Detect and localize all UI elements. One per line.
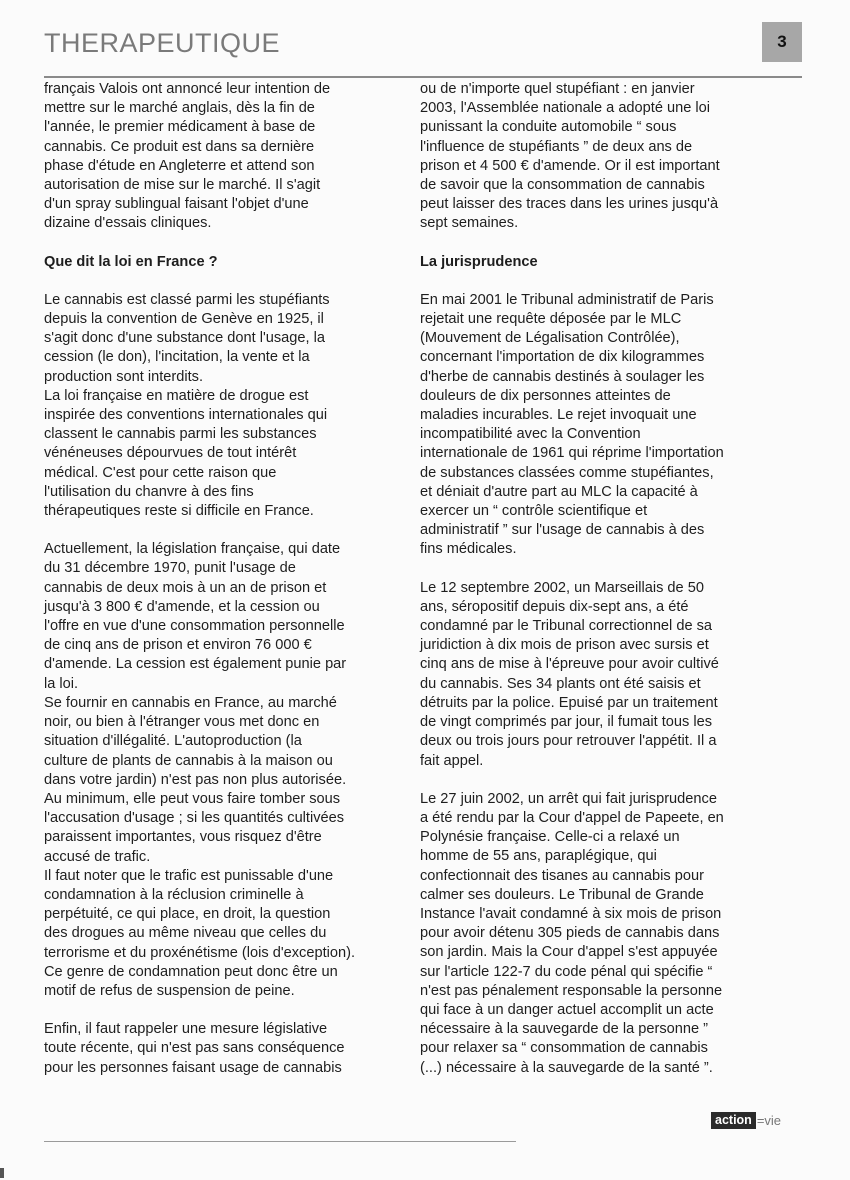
text-line: cession (le don), l'incitation, la vente et la — [44, 349, 310, 366]
text-line: production sont interdits. — [44, 368, 203, 385]
right-column — [420, 80, 766, 1078]
text-line: (...) nécessaire à la sauvegarde de la santé ”. — [420, 1059, 713, 1076]
logo-action-text: action — [711, 1112, 756, 1129]
text-line: exercer un “ contrôle scientifique et — [420, 503, 648, 520]
text-line: Ce genre de condamnation peut donc être un — [44, 963, 338, 980]
text-line: ans, séropositif depuis dix-sept ans, a été — [420, 598, 689, 615]
text-line: Instance l'avait condamné à six mois de prison — [420, 905, 722, 922]
text-line: prison et 4 500 € d'amende. Or il est important — [420, 157, 720, 174]
text-line: Le 12 septembre 2002, un Marseillais de 50 — [420, 579, 704, 596]
text-line: confectionnait des tisanes au cannabis pour — [420, 867, 704, 884]
text-line: d'herbe de cannabis destinés à soulager les — [420, 368, 705, 385]
action-vie-logo — [711, 1112, 781, 1129]
text-line: deux ou trois jours pour retrouver l'appétit. Il a — [420, 733, 717, 750]
text-line: 2003, l'Assemblée nationale a adopté une loi — [420, 100, 711, 117]
paragraph-mlc — [420, 291, 766, 560]
text-line: condamnation à la réclusion criminelle à — [44, 886, 304, 903]
text-line: l'accusation d'usage ; si les quantités cultivées — [44, 810, 345, 827]
text-line: n'est pas pénalement responsable la personne — [420, 982, 723, 999]
text-line: culture de plants de cannabis à la maison ou — [44, 752, 333, 769]
text-line: sur l'article 122-7 du code pénal qui spécifie “ — [420, 963, 713, 980]
text-line: homme de 55 ans, paraplégique, qui — [420, 848, 657, 865]
text-line: détruits par la police. Epuisé par un traitement — [420, 694, 718, 711]
text-line: du cannabis. Ses 34 plants ont été saisis et — [420, 675, 701, 692]
heading-jurisprudence: La jurisprudence — [420, 253, 538, 270]
text-line: La loi française en matière de drogue est — [44, 387, 309, 404]
section-title: THERAPEUTIQUE — [44, 28, 281, 58]
paragraph-intro — [44, 80, 372, 234]
text-line: de vingt comprimés par jour, il fumait tous les — [420, 714, 712, 731]
text-line: l'offre en vue d'une consommation personnelle — [44, 618, 345, 635]
text-line: de substances classées comme stupéfiantes, — [420, 464, 714, 481]
text-line: jusqu'à 3 800 € d'amende, et la cession ou — [44, 598, 320, 615]
text-line: Enfin, il faut rappeler une mesure législative — [44, 1021, 328, 1038]
paragraph-finally — [44, 1020, 372, 1078]
logo-vie-text: =vie — [756, 1113, 782, 1128]
text-line: l'année, le premier médicament à base de — [44, 119, 316, 136]
paragraph-papeete — [420, 790, 766, 1078]
paragraph-current-legislation — [44, 540, 372, 1001]
footer-rule — [44, 1141, 516, 1142]
text-line: terrorisme et du proxénétisme (lois d'exception). — [44, 944, 356, 961]
text-line: incompatibilité avec la Convention — [420, 426, 641, 443]
text-line: des drogues au même niveau que celles du — [44, 925, 327, 942]
text-line: concernant l'importation de dix kilogrammes — [420, 349, 705, 366]
text-line: motif de refus de suspension de peine. — [44, 982, 295, 999]
text-line: classent le cannabis parmi les substances — [44, 426, 317, 443]
text-line: ou de n'importe quel stupéfiant : en janvier — [420, 81, 695, 97]
text-line: de cinq ans de prison et environ 76 000 € — [44, 637, 312, 654]
text-line: mettre sur le marché anglais, dès la fin de — [44, 100, 315, 117]
text-line: médical. C'est pour cette raison que — [44, 464, 277, 481]
text-line: fait appel. — [420, 752, 484, 769]
text-line: de savoir que la consommation de cannabis — [420, 177, 705, 194]
text-line: pour avoir détenu 305 pieds de cannabis dans — [420, 925, 720, 942]
text-line: et déniait d'autre part au MLC la capacité à — [420, 483, 698, 500]
text-line: Se fournir en cannabis en France, au marché — [44, 694, 337, 711]
text-line: du 31 décembre 1970, punit l'usage de — [44, 560, 296, 577]
text-line: son jardin. Mais la Cour d'appel s'est appuyée — [420, 944, 718, 961]
margin-mark — [0, 1168, 4, 1178]
text-line: calmer ses douleurs. Le Tribunal de Grande — [420, 886, 704, 903]
heading-law-france: Que dit la loi en France ? — [44, 253, 218, 270]
text-line: rejetait une requête déposée par le MLC — [420, 311, 682, 328]
text-line: la loi. — [44, 675, 79, 692]
text-line: cannabis de deux mois à un an de prison et — [44, 579, 327, 596]
text-line: vénéneuses dépourvues de tout intérêt — [44, 445, 297, 462]
text-line: d'un spray sublingual faisant l'objet d'une — [44, 196, 309, 213]
text-line: Il faut noter que le trafic est punissable d'une — [44, 867, 334, 884]
text-line: (Mouvement de Légalisation Contrôlée), — [420, 330, 680, 347]
text-line: juridiction à dix mois de prison avec sursis et — [420, 637, 709, 654]
text-line: d'amende. La cession est également punie par — [44, 656, 347, 673]
text-line: Le cannabis est classé parmi les stupéfiants — [44, 291, 330, 308]
text-line: toute récente, qui n'est pas sans conséquence — [44, 1040, 345, 1057]
text-line: situation d'illégalité. L'autoproduction (la — [44, 733, 302, 750]
left-column — [44, 80, 372, 1078]
text-line: punissant la conduite automobile “ sous — [420, 119, 677, 136]
header-rule — [44, 76, 802, 78]
paragraph-marseille — [420, 579, 766, 771]
text-line: qui face à un danger actuel accomplit un acte — [420, 1001, 714, 1018]
paragraph-driving-law — [420, 80, 766, 234]
text-line: fins médicales. — [420, 541, 517, 558]
text-line: douleurs de dix personnes atteintes de — [420, 387, 671, 404]
text-line: phase d'étude en Angleterre et attend son — [44, 157, 315, 174]
text-line: depuis la convention de Genève en 1925, il — [44, 311, 324, 328]
text-line: Le 27 juin 2002, un arrêt qui fait jurisprudence — [420, 790, 717, 807]
text-line: sept semaines. — [420, 215, 519, 232]
page-number: 3 — [762, 22, 802, 62]
text-line: Au minimum, elle peut vous faire tomber sous — [44, 790, 341, 807]
text-line: inspirée des conventions internationales qui — [44, 407, 328, 424]
text-line: accusé de trafic. — [44, 848, 151, 865]
text-line: nécessaire à la sauvegarde de la personne ” — [420, 1021, 709, 1038]
text-line: thérapeutiques reste si difficile en France. — [44, 503, 314, 520]
text-line: a été rendu par la Cour d'appel de Papeete, en — [420, 809, 724, 826]
text-line: cinq ans de mise à l'épreuve pour avoir cultivé — [420, 656, 719, 673]
text-line: internationale de 1961 qui réprime l'importation — [420, 445, 724, 462]
text-line: pour les personnes faisant usage de cannabis — [44, 1059, 342, 1076]
text-line: autorisation de mise sur le marché. Il s'agit — [44, 177, 321, 194]
text-line: condamné par le Tribunal correctionnel de sa — [420, 618, 713, 635]
text-line: français Valois ont annoncé leur intention de — [44, 81, 331, 97]
text-line: l'influence de stupéfiants ” de deux ans de — [420, 138, 693, 155]
text-line: noir, ou bien à l'étranger vous met donc en — [44, 714, 320, 731]
paragraph-law — [44, 291, 372, 521]
text-line: dans votre jardin) n'est pas non plus autorisée. — [44, 771, 347, 788]
text-line: Actuellement, la législation française, qui date — [44, 541, 341, 558]
text-line: s'agit donc d'une substance dont l'usage, la — [44, 330, 325, 347]
text-line: paraissent importantes, vous risquez d'être — [44, 829, 322, 846]
text-line: Polynésie française. Celle-ci a relaxé un — [420, 829, 680, 846]
text-line: peut laisser des traces dans les urines jusqu'à — [420, 196, 719, 213]
text-line: administratif ” sur l'usage de cannabis à des — [420, 522, 705, 539]
text-line: En mai 2001 le Tribunal administratif de Paris — [420, 291, 714, 308]
text-line: dizaine d'essais cliniques. — [44, 215, 212, 232]
text-line: cannabis. Ce produit est dans sa dernière — [44, 138, 315, 155]
text-line: perpétuité, ce qui place, en droit, la question — [44, 906, 331, 923]
text-line: maladies incurables. Le rejet invoquait une — [420, 407, 697, 424]
text-line: l'utilisation du chanvre à des fins — [44, 483, 254, 500]
text-line: pour relaxer sa “ consommation de cannabis — [420, 1040, 708, 1057]
